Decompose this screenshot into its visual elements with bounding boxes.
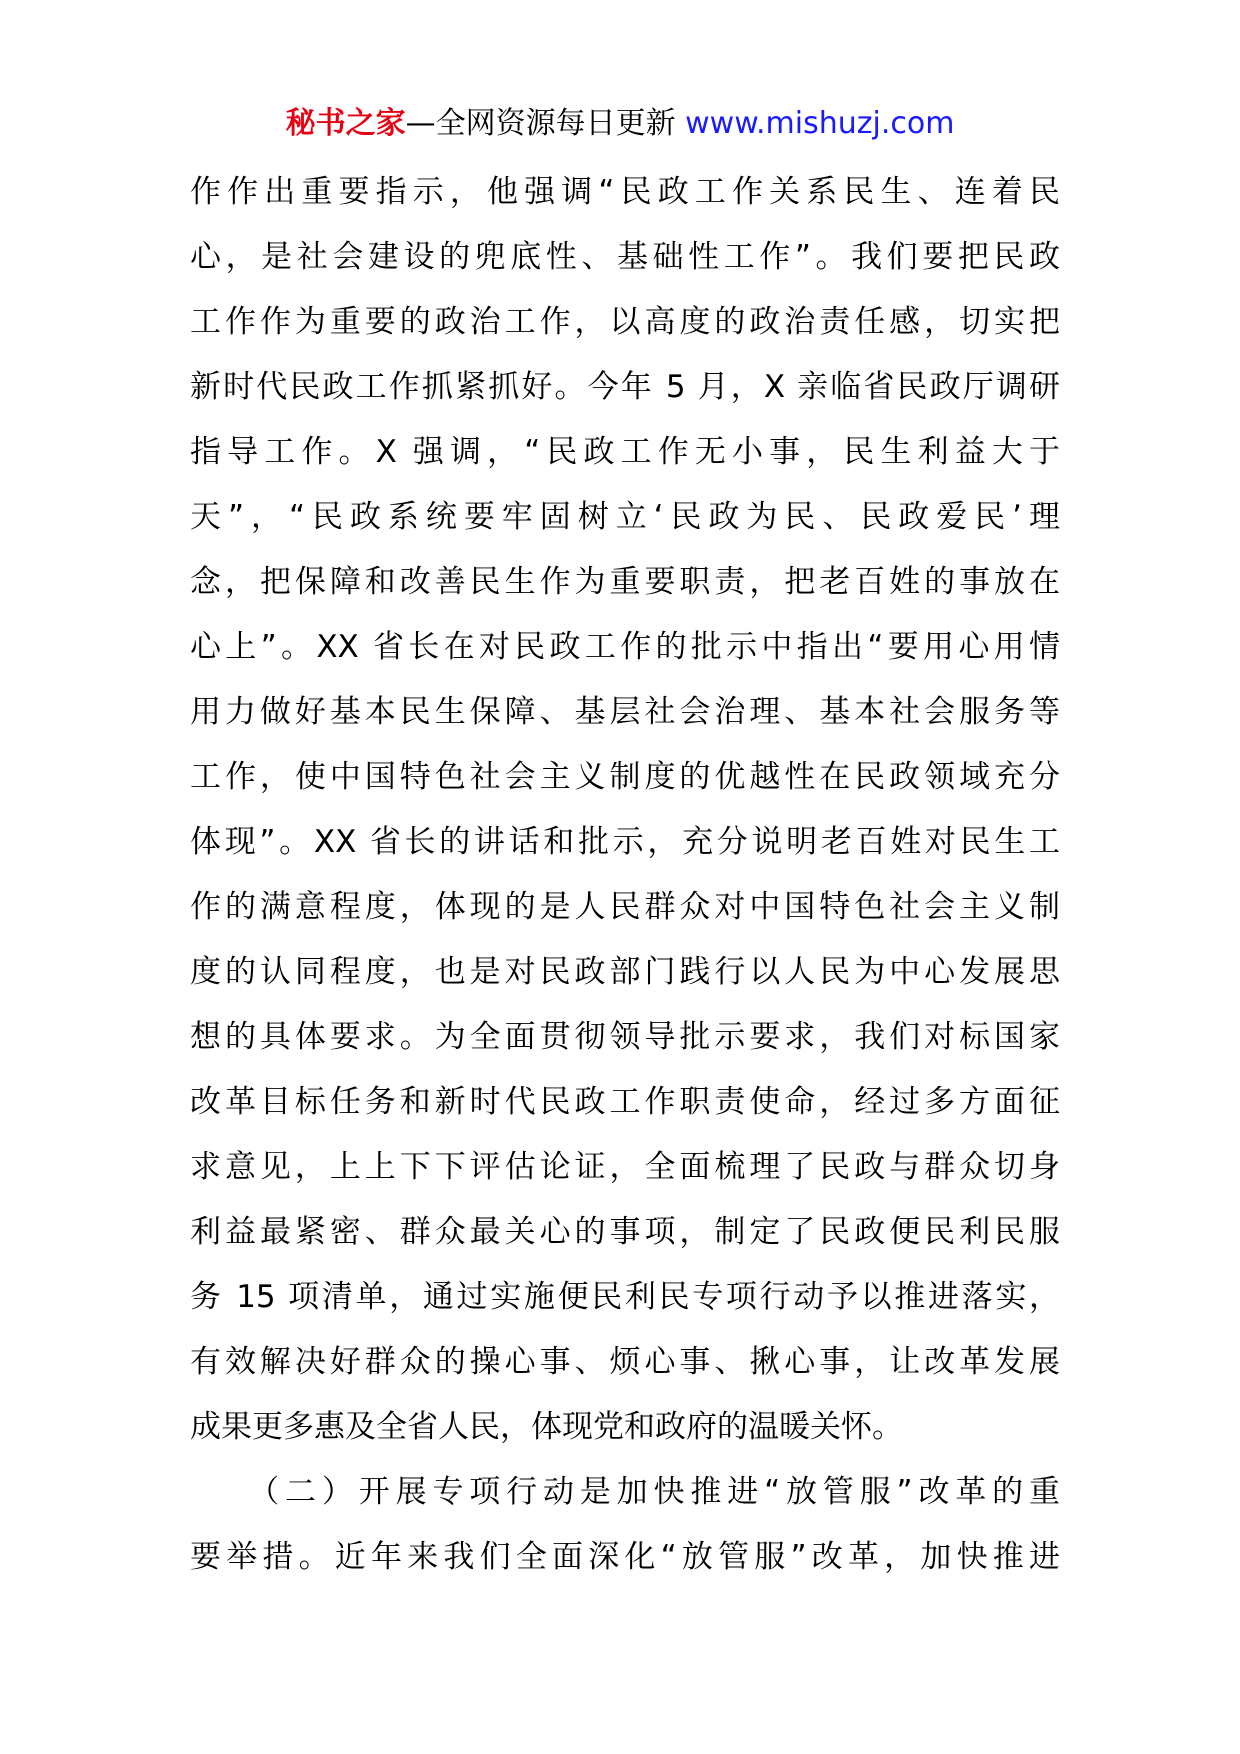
text-line: 务 15 项清单，通过实施便民利民专项行动予以推进落实， [190,1279,1060,1315]
text-line: 求意见，上上下下评估论证，全面梳理了民政与群众切身 [190,1149,1060,1185]
text-line: 度的认同程度，也是对民政部门践行以人民为中心发展思 [190,954,1060,990]
document-body [190,164,1060,1594]
text-line: 成果更多惠及全省人民，体现党和政府的温暖关怀。 [190,1409,903,1445]
text-line: 改革目标任务和新时代民政工作职责使命，经过多方面征 [190,1084,1060,1120]
header-tagline: —全网资源每日更新 [405,106,686,141]
text-line: 想的具体要求。为全面贯彻领导批示要求，我们对标国家 [190,1019,1060,1055]
text-line: 指导工作。X 强调，“民政工作无小事，民生利益大于 [190,434,1060,470]
text-line: 新时代民政工作抓紧抓好。今年 5 月，X 亲临省民政厅调研 [190,369,1060,405]
text-line: 用力做好基本民生保障、基层社会治理、基本社会服务等 [190,694,1060,730]
text-line: 天”，“民政系统要牢固树立‘民政为民、民政爱民’理 [190,499,1060,535]
text-line: 作作出重要指示，他强调“民政工作关系民生、连着民 [190,174,1060,210]
website-link[interactable]: www.mishuzj.com [685,106,955,141]
text-line: 念，把保障和改善民生作为重要职责，把老百姓的事放在 [190,564,1060,600]
text-line: 利益最紧密、群众最关心的事项，制定了民政便民利民服 [190,1214,1060,1250]
text-line: 有效解决好群众的操心事、烦心事、揪心事，让改革发展 [190,1344,1060,1380]
text-line: 作的满意程度，体现的是人民群众对中国特色社会主义制 [190,889,1060,925]
text-line: 心上”。XX 省长在对民政工作的批示中指出“要用心用情 [190,629,1060,665]
text-line: 体现”。XX 省长的讲话和批示，充分说明老百姓对民生工 [190,824,1060,860]
brand-name: 秘书之家 [285,106,406,141]
text-line: 工作作为重要的政治工作，以高度的政治责任感，切实把 [190,304,1060,340]
text-line: 心，是社会建设的兜底性、基础性工作”。我们要把民政 [190,239,1060,275]
page-header [0,104,1240,144]
text-line: 工作，使中国特色社会主义制度的优越性在民政领域充分 [190,759,1060,795]
text-line: 要举措。近年来我们全面深化“放管服”改革，加快推进 [190,1539,1060,1575]
section-heading-line: （二）开展专项行动是加快推进“放管服”改革的重 [190,1474,1060,1510]
